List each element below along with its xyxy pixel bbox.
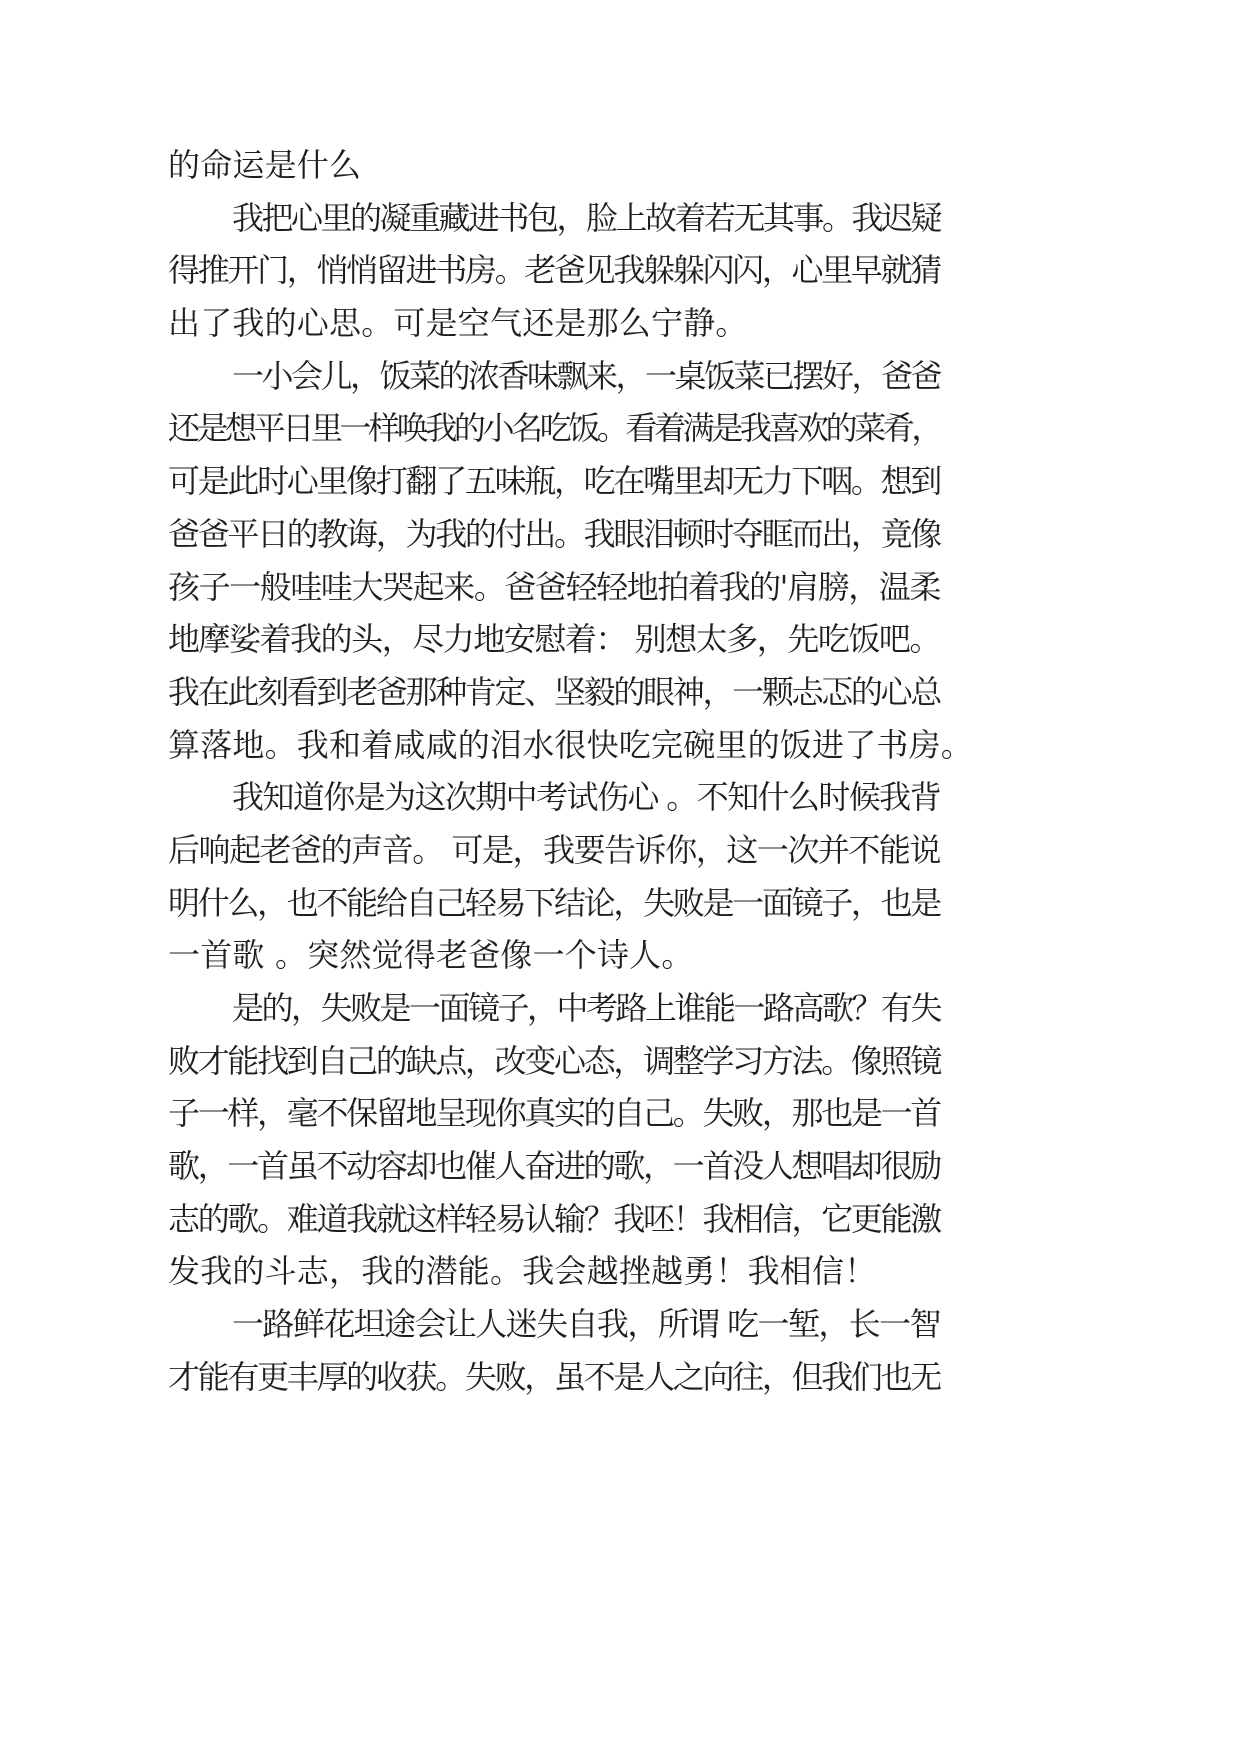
text-line-content: 我把心里的凝重藏进书包，脸上故着若无其事。我迟疑 — [232, 198, 940, 237]
text-line-content: 可是此时心里像打翻了五味瓶，吃在嘴里却无力下咽。想到 — [168, 462, 940, 501]
text-line — [168, 244, 940, 297]
text-line — [168, 508, 940, 561]
body-text — [168, 139, 974, 1404]
text-line-content: 地摩娑着我的头，尽力地安慰着： 别想太多，先吃饭吧。 — [168, 620, 940, 659]
text-line-content: 发我的斗志，我的潜能。我会越挫越勇！我相信！ — [168, 1252, 877, 1291]
text-line — [168, 929, 940, 982]
text-line — [168, 402, 940, 455]
text-line — [168, 1087, 940, 1140]
paragraph — [168, 350, 974, 772]
paragraph — [168, 192, 940, 350]
text-line-content: 出了我的心思。可是空气还是那么宁静。 — [168, 304, 748, 343]
text-line-content: 还是想平日里一样唤我的小名吃饭。看着满是我喜欢的菜肴， — [168, 409, 940, 448]
text-line — [168, 824, 940, 877]
text-line-content: 的命运是什么 — [168, 146, 362, 184]
text-line — [168, 192, 940, 245]
text-line-content: 得推开门，悄悄留进书房。老爸见我躲躲闪闪，心里早就猜 — [168, 251, 940, 290]
text-line — [168, 613, 940, 666]
text-line-content: 志的歌。难道我就这样轻易认输？我呸！我相信，它更能激 — [168, 1199, 940, 1238]
text-line-content: 一小会儿，饭菜的浓香味飘来，一桌饭菜已摆好，爸爸 — [232, 356, 940, 395]
text-line-content: 一首歌 。突然觉得老爸像一个诗人。 — [168, 936, 694, 975]
text-line-content: 是的，失败是一面镜子，中考路上谁能一路高歌？有失 — [232, 989, 940, 1027]
text-line — [168, 771, 940, 824]
text-line — [168, 1140, 940, 1193]
text-line-content: 败才能找到自己的缺点，改变心态，调整学习方法。像照镜 — [168, 1041, 940, 1080]
text-line-content: 一路鲜花坦途会让人迷失自我，所谓 吃一堑，长一智 — [232, 1305, 940, 1344]
text-line — [168, 297, 940, 350]
text-line — [168, 1298, 940, 1351]
text-line — [168, 561, 940, 614]
paragraph — [168, 139, 940, 192]
text-line — [168, 982, 940, 1035]
paragraph — [168, 982, 940, 1298]
text-line-content: 后响起老爸的声音。 可是，我要告诉你，这一次并不能说 — [168, 830, 940, 869]
text-line — [168, 1245, 940, 1298]
text-line-content: 算落地。我和着咸咸的泪水很快吃完碗里的饭进了书房。 — [168, 725, 974, 764]
text-line-content: 子一样，毫不保留地呈现你真实的自己。失败，那也是一首 — [168, 1094, 940, 1133]
text-line — [168, 877, 940, 930]
paragraph — [168, 771, 940, 982]
text-line-content: 我知道你是为这次期中考试伤心 。不知什么时候我背 — [232, 778, 940, 817]
text-line-content: 歌，一首虽不动容却也催人奋进的歌，一首没人想唱却很励 — [168, 1147, 940, 1186]
text-line — [168, 350, 940, 403]
text-line-content: 孩子一般哇哇大哭起来。爸爸轻轻地拍着我的'肩膀，温柔 — [168, 567, 940, 606]
text-line — [168, 1035, 940, 1088]
text-line-content: 才能有更丰厚的收获。失败，虽不是人之向往，但我们也无 — [168, 1357, 940, 1396]
text-line — [168, 1351, 940, 1404]
text-line-content: 爸爸平日的教诲，为我的付出。我眼泪顿时夺眶而出，竟像 — [168, 514, 940, 553]
text-line-content: 明什么，也不能给自己轻易下结论，失败是一面镜子，也是 — [168, 883, 940, 922]
paragraph — [168, 1298, 940, 1403]
text-line — [168, 139, 940, 192]
text-line — [168, 666, 940, 719]
text-line — [168, 1193, 940, 1246]
text-line-content: 我在此刻看到老爸那种肯定、坚毅的眼神，一颗忐忑的心总 — [168, 672, 940, 711]
text-line — [168, 455, 940, 508]
text-line — [168, 719, 974, 772]
